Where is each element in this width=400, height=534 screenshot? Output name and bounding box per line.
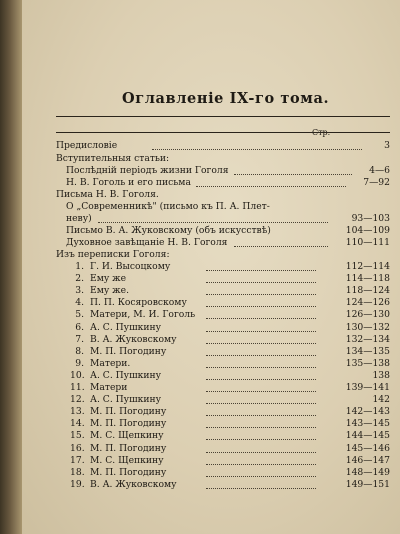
- toc-entry-title: Письма Н. В. Гоголя.: [56, 189, 159, 200]
- leader-dots: [206, 355, 316, 368]
- letter-recipient: Матери: [90, 382, 128, 393]
- letter-number: 17.: [70, 454, 85, 466]
- toc-entry-pages: 110—111: [345, 237, 390, 248]
- letter-number: 4.: [75, 297, 84, 309]
- letter-recipient: М. П. Погодину: [90, 466, 167, 478]
- letter-recipient: М. С. Щепкину: [90, 430, 164, 442]
- letter-pages: 112—114: [345, 261, 390, 272]
- leader-dots: [206, 294, 316, 307]
- toc-entry-pages: 7—92: [363, 177, 390, 188]
- letter-recipient: Ему же: [90, 273, 127, 285]
- toc-entry-title: Послѣдній періодъ жизни Гоголя: [66, 165, 229, 176]
- letter-number: 10.: [70, 369, 85, 381]
- letter-number: 18.: [70, 466, 85, 478]
- letter-number: 6.: [75, 321, 84, 333]
- letter-recipient: М. П. Погодину: [90, 418, 167, 430]
- leader-dots: [206, 282, 316, 295]
- title-rule: [56, 116, 390, 117]
- letter-recipient: Г. И. Высоцкому: [90, 261, 171, 272]
- letter-number: 2.: [75, 273, 84, 285]
- letter-pages: 138: [372, 369, 390, 381]
- letter-recipient: Ему же.: [90, 285, 129, 297]
- letter-recipient: М. П. Погодину: [90, 406, 167, 418]
- section-heading-text: Изъ переписки Гоголя:: [56, 249, 170, 260]
- letter-pages: 148—149: [345, 466, 390, 478]
- toc-entry-title: Н. В. Гоголь и его письма: [66, 177, 191, 188]
- letter-number: 8.: [75, 345, 84, 357]
- letter-number: 11.: [70, 382, 85, 393]
- letter-recipient: А. С. Пушкину: [90, 369, 162, 381]
- toc-entry-pages: 3: [384, 140, 390, 151]
- leader-dots: [98, 210, 328, 223]
- toc-entry-pages: 104—109: [345, 225, 390, 236]
- leader-dots: [206, 306, 316, 319]
- letter-pages: 143—145: [345, 418, 390, 430]
- toc-entry-title: Письмо В. А. Жуковскому (объ искусствѣ): [66, 225, 271, 236]
- toc-entry-title: неву): [66, 213, 92, 224]
- letter-number: 3.: [75, 285, 84, 297]
- letter-pages: 139—141: [345, 382, 390, 393]
- letter-pages: 126—130: [345, 309, 390, 321]
- letter-pages: 114—118: [345, 273, 390, 285]
- letter-pages: 142—143: [345, 406, 390, 418]
- letter-number: 9.: [75, 357, 84, 369]
- book-page: [22, 0, 400, 534]
- toc-entry-pages: 4—6: [369, 165, 390, 176]
- letter-pages: 135—138: [345, 357, 390, 369]
- leader-dots: [206, 464, 316, 477]
- toc-entry: [56, 237, 390, 249]
- letter-recipient: А. С. Пушкину: [90, 394, 162, 406]
- leader-dots: [206, 415, 316, 428]
- letter-pages: 118—124: [345, 285, 390, 297]
- letter-pages: 134—135: [345, 345, 390, 357]
- letter-number: 13.: [70, 406, 85, 418]
- letter-number: 14.: [70, 418, 85, 430]
- letter-pages: 145—146: [345, 442, 390, 454]
- toc-entry-title: Вступительныя статьи:: [56, 153, 170, 164]
- leader-dots: [206, 319, 316, 332]
- letter-recipient: Матери.: [90, 357, 131, 369]
- letter-recipient: П. П. Косяровскому: [90, 297, 187, 309]
- letter-pages: 146—147: [345, 454, 390, 466]
- toc-entry: [56, 140, 390, 152]
- letter-recipient: М. С. Щепкину: [90, 454, 164, 466]
- leader-dots: [206, 403, 316, 416]
- toc-entry-pages: 93—103: [351, 213, 390, 224]
- letter-number: 19.: [70, 478, 85, 490]
- letter-number: 15.: [70, 430, 85, 442]
- letter-entry: [56, 479, 390, 491]
- letter-recipient: М. П. Погодину: [90, 442, 167, 454]
- toc-entry-title: Духовное завѣщаніе Н. В. Гоголя: [66, 237, 228, 248]
- letter-pages: 149—151: [345, 478, 390, 490]
- letter-pages: 132—134: [345, 333, 390, 345]
- leader-dots: [196, 174, 346, 187]
- toc-entry-title: О „Современникѣ" (письмо къ П. А. Плет-: [66, 201, 270, 212]
- leader-dots: [206, 379, 316, 392]
- leader-dots: [206, 440, 316, 453]
- letter-recipient: Матери, М. И. Гоголь: [90, 309, 196, 321]
- letter-recipient: В. А. Жуковскому: [90, 333, 177, 345]
- leader-dots: [206, 258, 316, 271]
- page-title: Оглавленіе IX-го тома.: [122, 90, 330, 107]
- book-spine-edge: [0, 0, 22, 534]
- letter-number: 5.: [75, 309, 84, 321]
- leader-dots: [206, 343, 316, 356]
- leader-dots: [206, 270, 316, 283]
- letter-number: 12.: [70, 394, 85, 406]
- leader-dots: [206, 452, 316, 465]
- leader-dots: [206, 367, 316, 380]
- toc-entry: [56, 213, 390, 225]
- letter-pages: 144—145: [345, 430, 390, 442]
- letter-number: 1.: [75, 261, 84, 272]
- leader-dots: [206, 476, 316, 489]
- letter-pages: 130—132: [345, 321, 390, 333]
- leader-dots: [206, 391, 316, 404]
- letter-pages: 124—126: [345, 297, 390, 309]
- section-rule: [56, 132, 390, 133]
- toc-entry-title: Предисловіе: [56, 140, 118, 151]
- letter-number: 16.: [70, 442, 85, 454]
- toc-entry: [56, 177, 390, 189]
- leader-dots: [152, 137, 362, 150]
- letter-recipient: М. П. Погодину: [90, 345, 167, 357]
- leader-dots: [234, 234, 328, 247]
- leader-dots: [206, 427, 316, 440]
- letter-recipient: А. С. Пушкину: [90, 321, 162, 333]
- toc-entry: [56, 225, 390, 237]
- leader-dots: [206, 331, 316, 344]
- toc-entry: [56, 189, 390, 201]
- letter-number: 7.: [75, 333, 84, 345]
- letter-pages: 142: [372, 394, 390, 406]
- letter-recipient: В. А. Жуковскому: [90, 478, 177, 490]
